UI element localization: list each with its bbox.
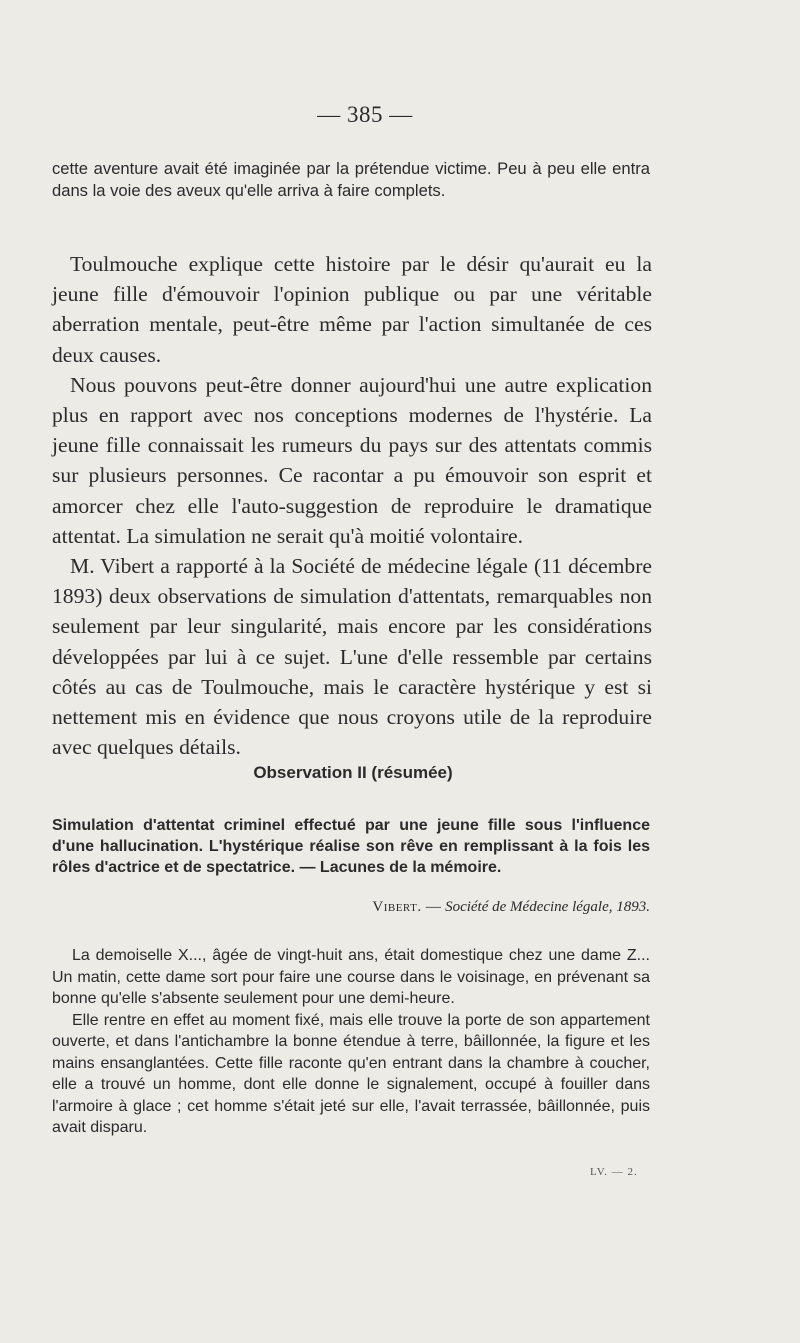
narrative-paragraph: Elle rentre en effet au moment fixé, mais elle trouve la porte de son appartement ouverte, et dans l'antichambre la bonne étendue à terre, bâillonnée, la figure et les mains ensanglantées. Cette fille raconte qu'en entrant dans la chambre à coucher, elle a trouvé un homme, dont elle donne le signalement, occupé à fouiller dans l'armoire à glace ; cet homme s'était jeté sur elle, l'avait terrassée, bâillonnée, puis avait disparu. (52, 1011, 650, 1136)
signature-mark: LV. — 2. (590, 1166, 638, 1178)
observation-title: Observation II (résumée) (253, 763, 453, 782)
narrative-paragraph: La demoiselle X..., âgée de vingt-huit ans, était domestique chez une dame Z... Un matin, cette dame sort pour faire une course dans le voisinage, en prévenant sa bonne qu'elle s'absente seulement pour une demi-heure. (52, 947, 650, 1007)
main-text (52, 249, 652, 762)
observation-citation (300, 899, 650, 916)
citation-source: Société de Médecine légale, 1893. (445, 899, 650, 915)
observation-summary: Simulation d'attentat criminel effectué par une jeune fille sous l'influence d'une hallucination. L'hystérique réalise son rêve en remplissant à la fois les rôles d'actrice et de spectatrice. — Lacunes de la mémoire. (52, 817, 650, 876)
paragraph-vibert: M. Vibert a rapporté à la Société de médecine légale (11 décembre 1893) deux observations de simulation d'attentats, remarquables non seulement par leur singularité, mais encore par les considérations développées par lui à ce sujet. L'une d'elle ressemble par certains côtés au cas de Toulmouche, mais le caractère hystérique y est si nettement mis en évidence que nous croyons utile de la reproduire avec quelques détails. (52, 554, 652, 760)
paragraph-hysteria-explanation: Nous pouvons peut-être donner aujourd'hui une autre explication plus en rapport avec nos conceptions modernes de l'hystérie. La jeune fille connaissait les rumeurs du pays sur des attentats commis sur plusieurs personnes. Ce racontar a pu émouvoir son esprit et amorcer chez elle l'auto-suggestion de reproduire le dramatique attentat. La simulation ne serait qu'à moitié volontaire. (52, 372, 652, 548)
citation-author: Vibert. — (372, 899, 442, 915)
observation-narrative (52, 945, 650, 1139)
intro-paragraph: cette aventure avait été imaginée par la prétendue victime. Peu à peu elle entra dans la voie des aveux qu'elle arriva à faire complets. (52, 159, 650, 200)
paragraph-toulmouche: Toulmouche explique cette histoire par le désir qu'aurait eu la jeune fille d'émouvoir l'opinion publique ou par une véritable aberration mentale, peut-être même par l'action simultanée de ces deux causes. (52, 252, 652, 367)
page-number: — 385 — (317, 102, 413, 127)
